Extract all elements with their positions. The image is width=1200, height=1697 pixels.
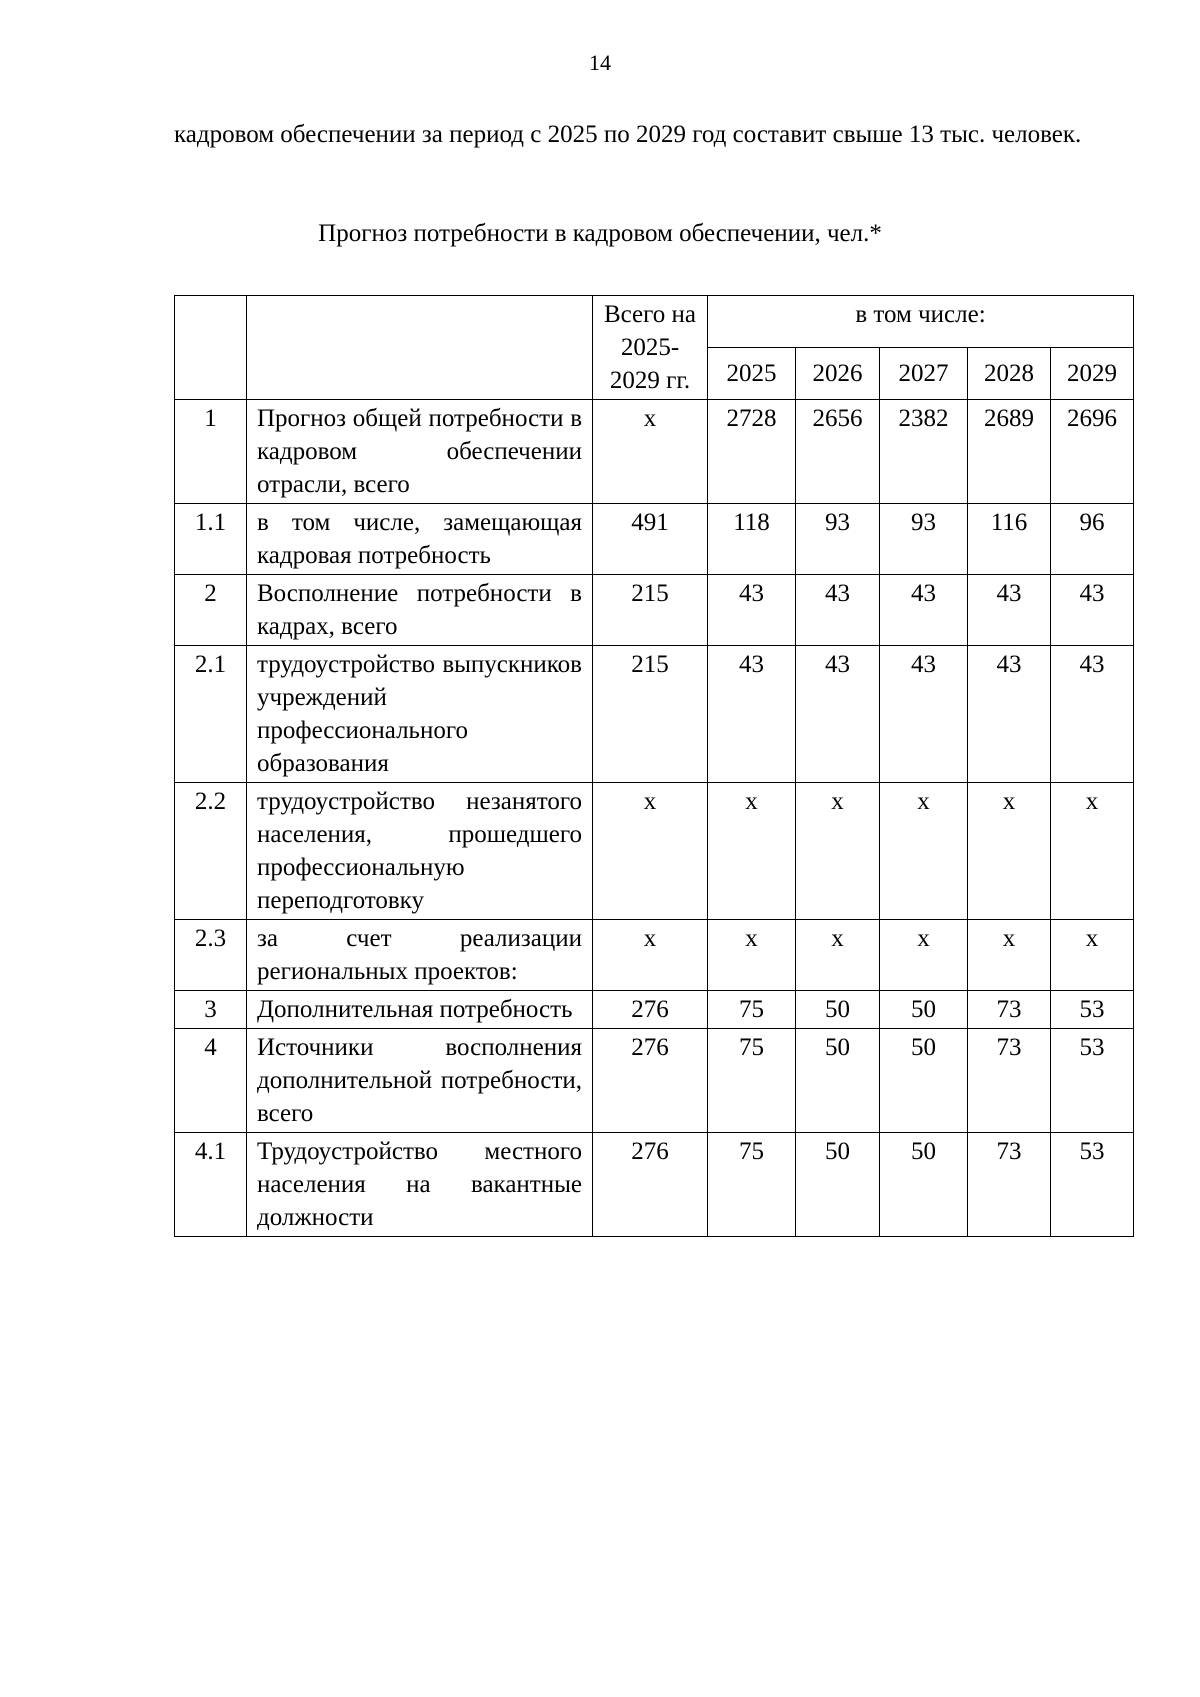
row-year-value: 116 xyxy=(968,504,1051,575)
row-year-value: х xyxy=(796,920,880,991)
row-number: 2 xyxy=(175,575,247,646)
row-year-value: 43 xyxy=(708,646,796,783)
row-label: Дополнительная потребность xyxy=(247,991,593,1029)
header-year: 2025 xyxy=(708,348,796,400)
row-year-value: х xyxy=(796,783,880,920)
row-year-value: х xyxy=(1051,783,1134,920)
row-year-value: 43 xyxy=(968,646,1051,783)
table-row xyxy=(175,1133,1134,1237)
row-number: 1.1 xyxy=(175,504,247,575)
header-label-cell xyxy=(247,296,593,400)
row-year-value: 75 xyxy=(708,1133,796,1237)
header-year: 2026 xyxy=(796,348,880,400)
row-total: х xyxy=(593,783,708,920)
row-year-value: 50 xyxy=(796,1133,880,1237)
header-including: в том числе: xyxy=(708,296,1134,348)
forecast-table xyxy=(174,295,1134,1237)
table-header-row-1 xyxy=(175,296,1134,348)
row-year-value: 2689 xyxy=(968,400,1051,504)
table-row xyxy=(175,504,1134,575)
table-row xyxy=(175,920,1134,991)
row-year-value: х xyxy=(880,783,968,920)
row-year-value: 53 xyxy=(1051,991,1134,1029)
row-year-value: 73 xyxy=(968,1133,1051,1237)
row-total: х xyxy=(593,920,708,991)
table-row xyxy=(175,400,1134,504)
table-row xyxy=(175,646,1134,783)
row-total: 276 xyxy=(593,1029,708,1133)
row-year-value: х xyxy=(708,783,796,920)
page-number: 14 xyxy=(589,50,611,75)
row-year-value: х xyxy=(968,783,1051,920)
header-total: Всего на 2025-2029 гг. xyxy=(593,296,708,400)
row-label: Прогноз общей потребности в кадровом обеспечении отрасли, всего xyxy=(247,400,593,504)
row-year-value: 43 xyxy=(708,575,796,646)
row-number: 1 xyxy=(175,400,247,504)
row-year-value: 75 xyxy=(708,991,796,1029)
row-year-value: 43 xyxy=(880,646,968,783)
row-number: 4.1 xyxy=(175,1133,247,1237)
header-year: 2027 xyxy=(880,348,968,400)
row-year-value: х xyxy=(1051,920,1134,991)
row-number: 2.1 xyxy=(175,646,247,783)
row-label: трудоустройство незанятого населения, прошедшего профессиональную переподготовку xyxy=(247,783,593,920)
row-year-value: х xyxy=(708,920,796,991)
row-year-value: 93 xyxy=(796,504,880,575)
row-year-value: 50 xyxy=(880,1029,968,1133)
table-row xyxy=(175,991,1134,1029)
row-label: Трудоустройство местного населения на вакантные должности xyxy=(247,1133,593,1237)
row-year-value: х xyxy=(968,920,1051,991)
header-number-cell xyxy=(175,296,247,400)
row-year-value: 43 xyxy=(796,575,880,646)
row-year-value: х xyxy=(880,920,968,991)
row-total: 276 xyxy=(593,1133,708,1237)
table-row xyxy=(175,783,1134,920)
row-number: 2.2 xyxy=(175,783,247,920)
row-year-value: 73 xyxy=(968,1029,1051,1133)
table-row xyxy=(175,575,1134,646)
row-year-value: 118 xyxy=(708,504,796,575)
intro-paragraph: кадровом обеспечении за период с 2025 по 2029 год составит свыше 13 тыс. человек. xyxy=(174,121,1082,148)
row-label: Источники восполнения дополнительной потребности, всего xyxy=(247,1029,593,1133)
row-total: 491 xyxy=(593,504,708,575)
row-year-value: 93 xyxy=(880,504,968,575)
row-year-value: 53 xyxy=(1051,1133,1134,1237)
row-number: 3 xyxy=(175,991,247,1029)
row-year-value: 96 xyxy=(1051,504,1134,575)
row-total: 215 xyxy=(593,646,708,783)
row-year-value: 43 xyxy=(796,646,880,783)
row-year-value: 50 xyxy=(796,991,880,1029)
row-label: в том числе, замещающая кадровая потребность xyxy=(247,504,593,575)
row-year-value: 75 xyxy=(708,1029,796,1133)
row-year-value: 2696 xyxy=(1051,400,1134,504)
row-year-value: 43 xyxy=(1051,575,1134,646)
row-year-value: 2728 xyxy=(708,400,796,504)
header-year: 2028 xyxy=(968,348,1051,400)
row-year-value: 43 xyxy=(880,575,968,646)
row-label: трудоустройство выпускников учреждений профессионального образования xyxy=(247,646,593,783)
row-year-value: 2382 xyxy=(880,400,968,504)
row-year-value: 2656 xyxy=(796,400,880,504)
row-label: за счет реализации региональных проектов: xyxy=(247,920,593,991)
table-row xyxy=(175,1029,1134,1133)
row-year-value: 50 xyxy=(796,1029,880,1133)
row-year-value: 50 xyxy=(880,1133,968,1237)
row-year-value: 73 xyxy=(968,991,1051,1029)
row-year-value: 50 xyxy=(880,991,968,1029)
row-year-value: 43 xyxy=(1051,646,1134,783)
row-number: 4 xyxy=(175,1029,247,1133)
table-title: Прогноз потребности в кадровом обеспечении, чел.* xyxy=(318,220,882,247)
row-year-value: 43 xyxy=(968,575,1051,646)
row-year-value: 53 xyxy=(1051,1029,1134,1133)
row-total: 276 xyxy=(593,991,708,1029)
row-label: Восполнение потребности в кадрах, всего xyxy=(247,575,593,646)
row-number: 2.3 xyxy=(175,920,247,991)
row-total: х xyxy=(593,400,708,504)
header-year: 2029 xyxy=(1051,348,1134,400)
row-total: 215 xyxy=(593,575,708,646)
